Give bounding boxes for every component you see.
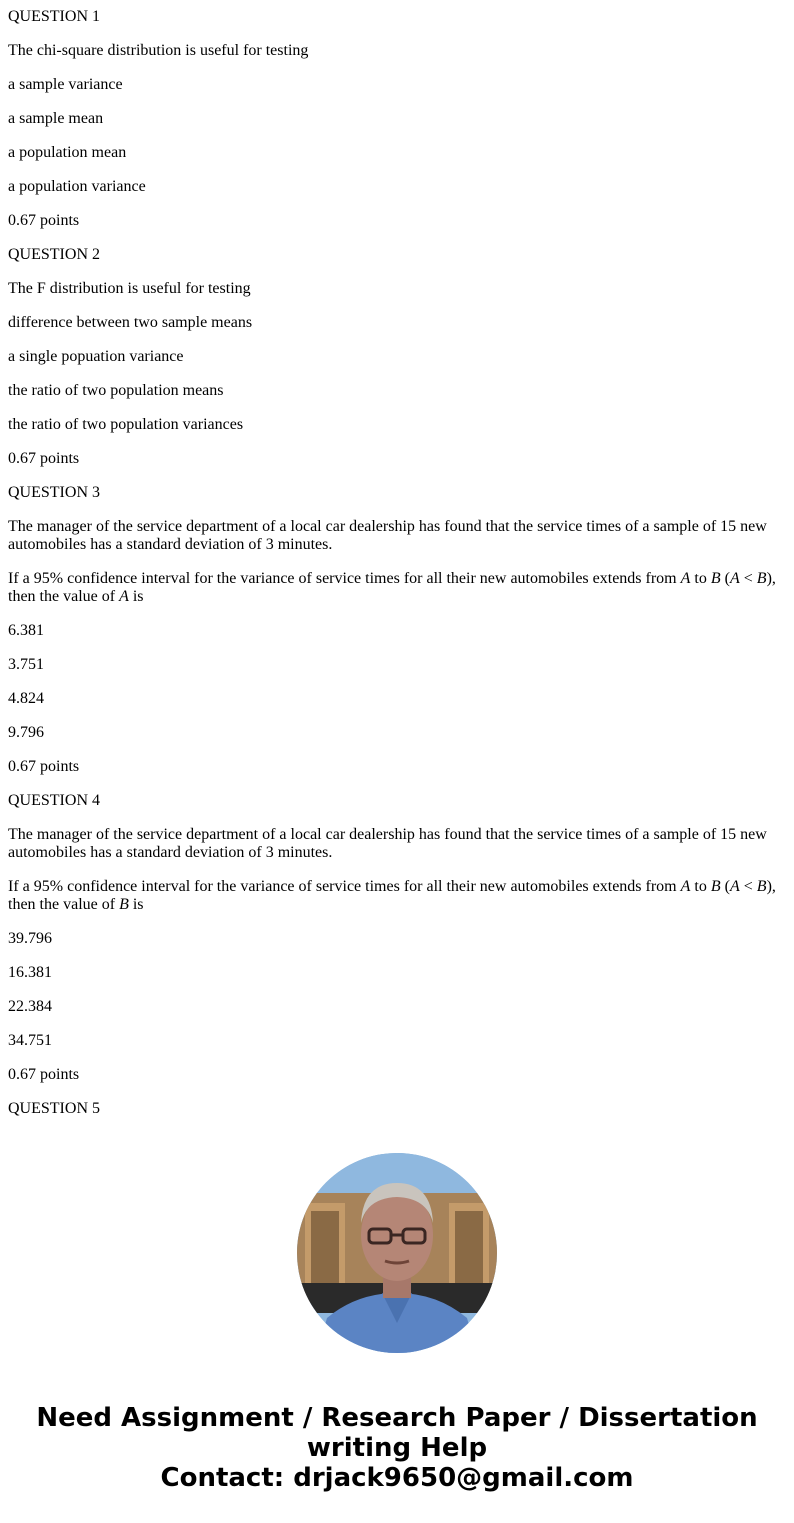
question-3	[8, 484, 786, 776]
prompt-text: ), then the value of	[8, 570, 776, 605]
prompt-text: ), then the value of	[8, 878, 776, 913]
answer-option[interactable]: a population variance	[8, 178, 146, 195]
answer-option[interactable]: 9.796	[8, 724, 44, 741]
variable-b: B	[710, 570, 721, 587]
target-variable: A	[119, 588, 129, 605]
promo-text	[0, 1403, 794, 1493]
prompt-text: to	[690, 878, 711, 895]
answer-option[interactable]: a population mean	[8, 144, 127, 161]
question-5	[8, 1100, 786, 1118]
portrait-image	[297, 1153, 497, 1353]
contact-line: Contact: drjack9650@gmail.com	[160, 1463, 634, 1493]
answer-option[interactable]: the ratio of two population variances	[8, 416, 244, 433]
answer-option[interactable]: 22.384	[8, 998, 52, 1015]
question-context: The manager of the service department of a local car dealership has found that the service times of a sample of 15 new automobiles has a standard deviation of 3 minutes.	[8, 826, 767, 861]
question-prompt	[8, 570, 786, 606]
answer-option[interactable]: 6.381	[8, 622, 44, 639]
prompt-text: If a 95% confidence interval for the variance of service times for all their new automobiles extends from	[8, 878, 681, 895]
question-heading: QUESTION 1	[8, 8, 100, 25]
prompt-text: <	[739, 878, 757, 895]
question-prompt: The F distribution is useful for testing	[8, 280, 251, 297]
answer-option[interactable]: 16.381	[8, 964, 52, 981]
question-context: The manager of the service department of a local car dealership has found that the service times of a sample of 15 new automobiles has a standard deviation of 3 minutes.	[8, 518, 767, 553]
document-body	[8, 8, 786, 1134]
variable-b: B	[756, 570, 767, 587]
prompt-text: is	[128, 588, 144, 605]
question-4	[8, 792, 786, 1084]
target-variable: B	[119, 896, 129, 913]
variable-b: B	[756, 878, 767, 895]
variable-a: A	[680, 878, 691, 895]
promo-line: Need Assignment / Research Paper / Dissertation	[36, 1403, 758, 1433]
variable-a: A	[729, 570, 740, 587]
points-label: 0.67 points	[8, 758, 80, 775]
variable-a: A	[729, 878, 740, 895]
answer-option[interactable]: 4.824	[8, 690, 44, 707]
question-heading: QUESTION 5	[8, 1100, 100, 1117]
answer-option[interactable]: 3.751	[8, 656, 44, 673]
answer-option[interactable]: 39.796	[8, 930, 52, 947]
prompt-text: If a 95% confidence interval for the variance of service times for all their new automobiles extends from	[8, 570, 681, 587]
points-label: 0.67 points	[8, 212, 80, 229]
prompt-text: to	[690, 570, 711, 587]
question-prompt	[8, 878, 786, 914]
question-1	[8, 8, 786, 230]
points-label: 0.67 points	[8, 450, 80, 467]
prompt-text: (	[720, 878, 730, 895]
answer-option[interactable]: a single popuation variance	[8, 348, 184, 365]
variable-b: B	[710, 878, 721, 895]
question-2	[8, 246, 786, 468]
prompt-text: is	[128, 896, 144, 913]
answer-option[interactable]: a sample variance	[8, 76, 123, 93]
prompt-text: (	[720, 570, 730, 587]
answer-option[interactable]: a sample mean	[8, 110, 104, 127]
answer-option[interactable]: difference between two sample means	[8, 314, 253, 331]
prompt-text: <	[739, 570, 757, 587]
avatar	[297, 1153, 497, 1353]
question-heading: QUESTION 4	[8, 792, 100, 809]
question-heading: QUESTION 2	[8, 246, 100, 263]
variable-a: A	[680, 570, 691, 587]
answer-option[interactable]: 34.751	[8, 1032, 52, 1049]
promo-line: writing Help	[306, 1433, 488, 1463]
answer-option[interactable]: the ratio of two population means	[8, 382, 224, 399]
question-prompt: The chi-square distribution is useful for testing	[8, 42, 309, 59]
question-heading: QUESTION 3	[8, 484, 100, 501]
promo-section	[0, 1153, 794, 1493]
points-label: 0.67 points	[8, 1066, 80, 1083]
